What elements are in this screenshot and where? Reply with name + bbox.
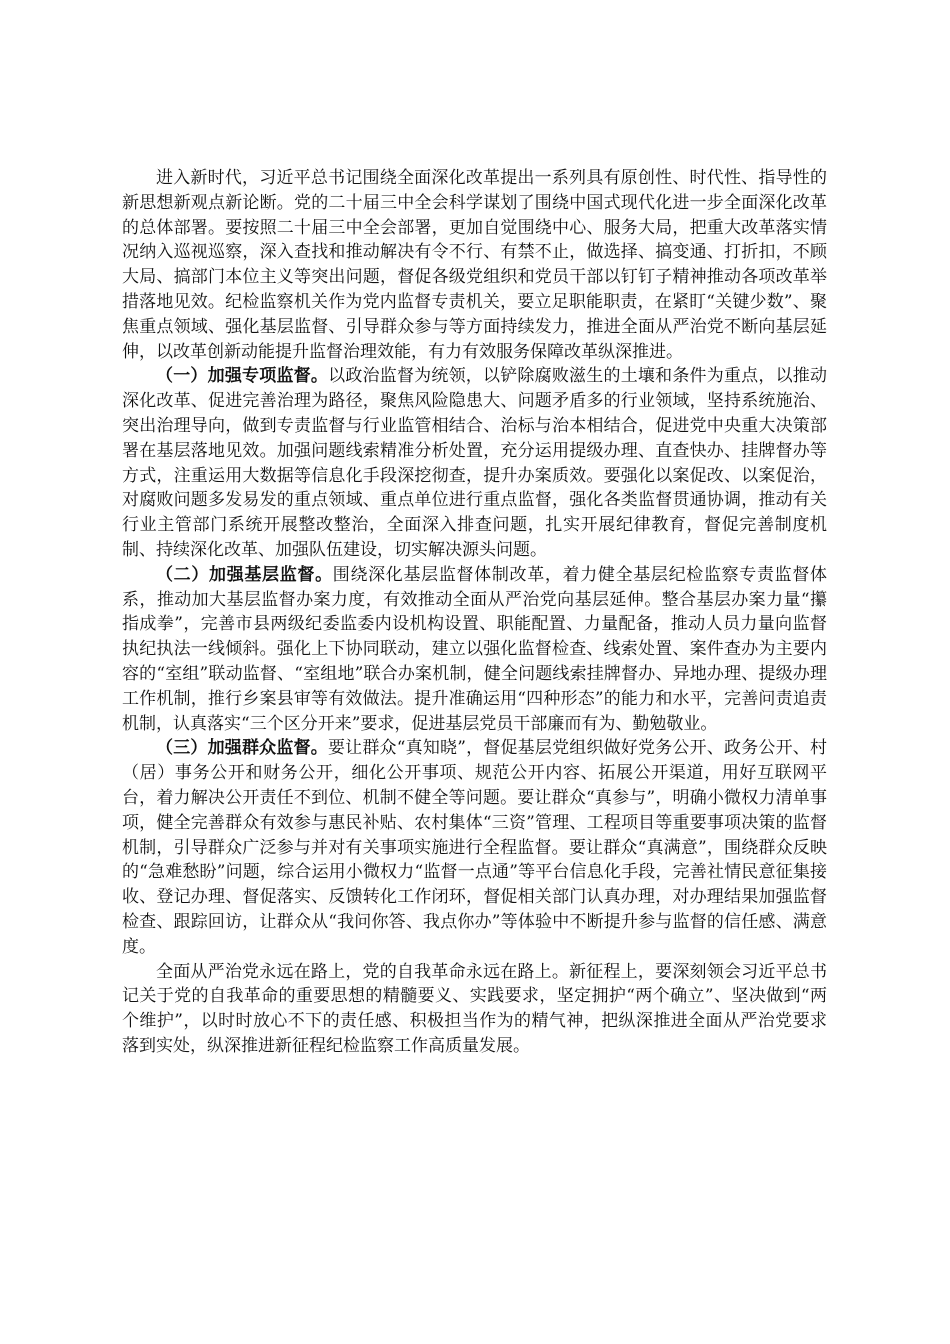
section-public-supervision bbox=[122, 736, 827, 959]
intro-paragraph: 进入新时代，习近平总书记围绕全面深化改革提出一系列具有原创性、时代性、指导性的新思想新观点新论断。党的二十届三中全会科学谋划了围绕中国式现代化进一步全面深化改革的总体部署。要按照二十届三中全会部署，更加自觉围绕中心、服务大局，把重大改革落实情况纳入巡视巡察，深入查找和推动解决有令不行、有禁不止，做选择、搞变通、打折扣，不顾大局、搞部门本位主义等突出问题，督促各级党组织和党员干部以钉钉子精神推动各项改革举措落地见效。纪检监察机关作为党内监督专责机关，要立足职能职责，在紧盯“关键少数”、聚焦重点领域、强化基层监督、引导群众参与等方面持续发力，推进全面从严治党不断向基层延伸，以改革创新动能提升监督治理效能，有力有效服务保障改革纵深推进。 bbox=[122, 168, 827, 362]
section-grassroots-supervision bbox=[122, 563, 827, 737]
document-body bbox=[122, 166, 827, 1059]
section-body: 以政治监督为统领，以铲除腐败滋生的土壤和条件为重点，以推动深化改革、促进完善治理为路径，聚焦风险隐患大、问题矛盾多的行业领域，坚持系统施治、突出治理导向，做到专责监督与行业监管相结合、治标与治本相结合，促进党中央重大决策部署在基层落地见效。加强问题线索精准分析处置，充分运用提级办理、直查快办、挂牌督办等方式，注重运用大数据等信息化手段深挖彻查，提升办案质效。要强化以案促改、以案促治，对腐败问题多发易发的重点领域、重点单位进行重点监督，强化各类监督贯通协调，推动有关行业主管部门系统开展整改整治，全面深入排查问题，扎实开展纪律教育，督促完善制度机制、持续深化改革、加强队伍建设，切实解决源头问题。 bbox=[122, 366, 828, 560]
section-body: 要让群众“真知晓”，督促基层党组织做好党务公开、政务公开、村（居）事务公开和财务公开，细化公开事项、规范公开内容、拓展公开渠道，用好互联网平台，着力解决公开责任不到位、机制不健全等问题。要让群众“真参与”，明确小微权力清单事项，健全完善群众有效参与惠民补贴、农村集体“三资”管理、工程项目等重要事项决策的监督机制，引导群众广泛参与并对有关事项实施进行全程监督。要让群众“真满意”，围绕群众反映的“急难愁盼”问题，综合运用小微权力“监督一点通”等平台信息化手段，完善社情民意征集接收、登记办理、督促落实、反馈转化工作闭环，督促相关部门认真办理，对办理结果加强监督检查、跟踪回访，让群众从“我问你答、我点你办”等体验中不断提升参与监督的信任感、满意度。 bbox=[122, 738, 827, 957]
section-heading: （三）加强群众监督。 bbox=[156, 738, 328, 759]
conclusion-paragraph: 全面从严治党永远在路上，党的自我革命永远在路上。新征程上，要深刻领会习近平总书记关于党的自我革命的重要思想的精髓要义、实践要求，坚定拥护“两个确立”、坚决做到“两个维护”，以时时放心不下的责任感、积极担当作为的精气神，把纵深推进全面从严治党要求落到实处，纵深推进新征程纪检监察工作高质量发展。 bbox=[122, 961, 827, 1056]
section-heading: （二）加强基层监督。 bbox=[156, 564, 333, 585]
section-special-supervision bbox=[122, 364, 827, 562]
section-body: 围绕深化基层监督体制改革，着力健全基层纪检监察专责监督体系，推动加大基层监督办案力度，有效推动全面从严治党向基层延伸。整合基层办案力量“攥指成拳”，完善市县两级纪委监委内设机构设置、职能配置、力量配备，推动人员力量向监督执纪执法一线倾斜。强化上下协同联动，建立以强化监督检查、线索处置、案件查办为主要内容的“室组”联动监督、“室组地”联合办案机制，健全问题线索挂牌督办、异地办理、提级办理工作机制，推行乡案县审等有效做法。提升准确运用“四种形态”的能力和水平，完善问责追责机制，认真落实“三个区分开来”要求，促进基层党员干部廉而有为、勤勉敬业。 bbox=[122, 564, 828, 734]
section-heading: （一）加强专项监督。 bbox=[156, 366, 329, 387]
